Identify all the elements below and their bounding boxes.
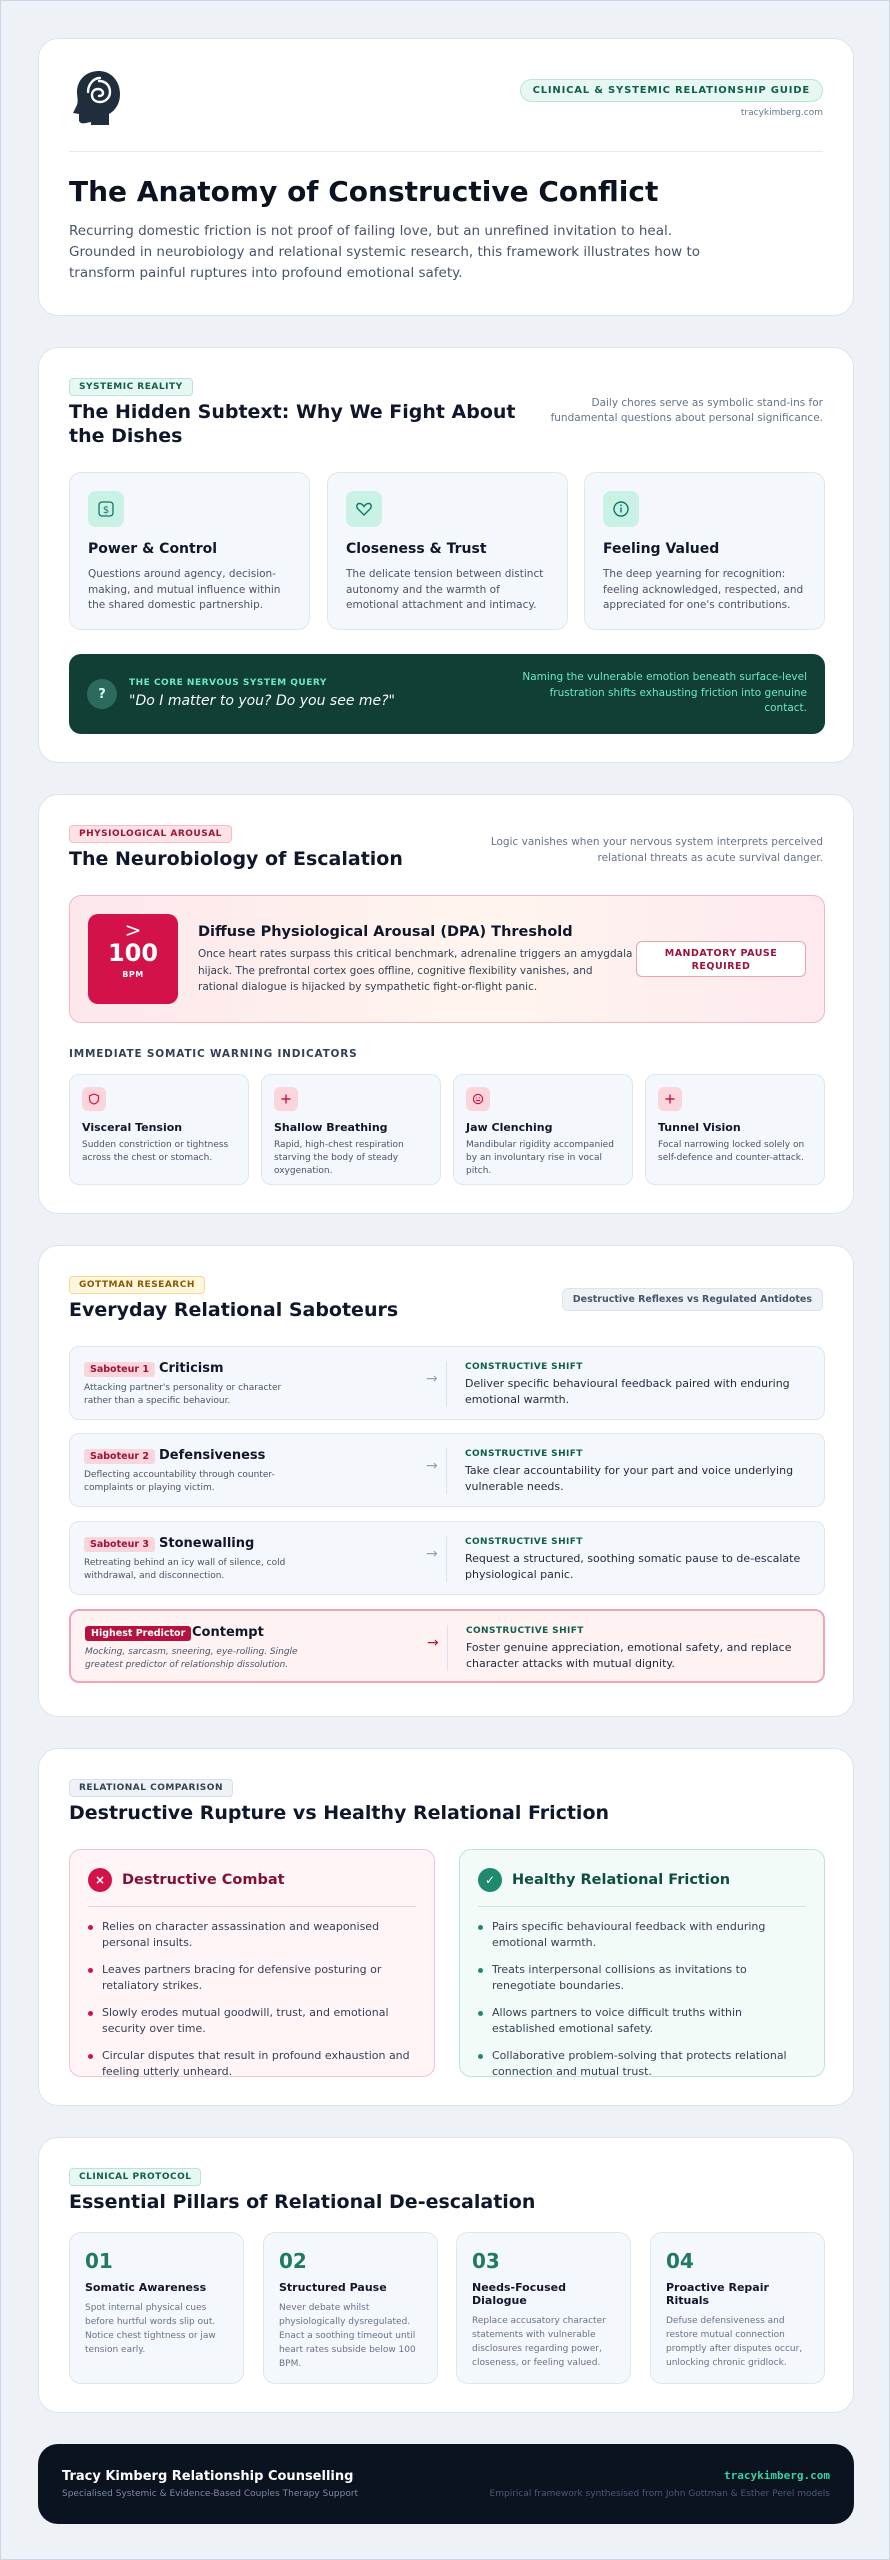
query-label: THE CORE NERVOUS SYSTEM QUERY bbox=[129, 678, 327, 688]
comparison-section bbox=[38, 1748, 854, 2106]
svg-text:$: $ bbox=[102, 505, 110, 516]
indicator-card-jaw bbox=[453, 1074, 633, 1185]
question-icon: ? bbox=[87, 679, 117, 709]
header-divider bbox=[69, 151, 823, 152]
saboteur-number: Saboteur 3 bbox=[84, 1537, 155, 1552]
step-number: 04 bbox=[666, 2249, 694, 2273]
step-text: Spot internal physical cues before hurtful words slip out. Notice chest tightness or jaw tension early. bbox=[85, 2303, 216, 2355]
saboteur-row bbox=[69, 1346, 825, 1420]
step-title: Proactive Repair Rituals bbox=[666, 2281, 769, 2307]
saboteur-name: Contempt bbox=[192, 1625, 264, 1640]
shift-label: CONSTRUCTIVE SHIFT bbox=[465, 1537, 583, 1547]
section-tag: PHYSIOLOGICAL AROUSAL bbox=[69, 825, 232, 843]
dpa-text: Once heart rates surpass this critical benchmark, adrenaline triggers an amygdala hijack. The prefrontal cortex goes offline, cognitive flexibility vanishes, and rational dialogue is hijacked by sympathetic fight-or-flight panic. bbox=[198, 948, 633, 993]
shift-label: CONSTRUCTIVE SHIFT bbox=[465, 1362, 583, 1372]
indicator-card-tunnel bbox=[645, 1074, 825, 1185]
row-divider bbox=[447, 1625, 448, 1671]
heart-icon bbox=[346, 491, 382, 527]
protocol-step-card bbox=[650, 2232, 825, 2384]
shift-label: CONSTRUCTIVE SHIFT bbox=[466, 1626, 584, 1636]
arrow-right-icon: → bbox=[426, 1371, 438, 1387]
query-quote: "Do I matter to you? Do you see me?" bbox=[129, 693, 395, 709]
step-number: 03 bbox=[472, 2249, 500, 2273]
footer-note: Empirical framework synthesised from John Gottman & Esther Perel models bbox=[489, 2489, 830, 2499]
step-text: Never debate whilst physiologically dysregulated. Enact a soothing timeout until heart rates subside below 100 BPM. bbox=[279, 2303, 416, 2369]
indicator-card-breathing bbox=[261, 1074, 441, 1185]
indicator-text: Rapid, high-chest respiration starving the body of steady oxygenation. bbox=[274, 1140, 404, 1176]
section-aside: Daily chores serve as symbolic stand-ins for fundamental questions about personal significance. bbox=[550, 397, 823, 424]
saboteur-row bbox=[69, 1521, 825, 1595]
footer-url-link[interactable]: tracykimberg.com bbox=[724, 2469, 830, 2482]
panel-divider bbox=[88, 1906, 416, 1907]
pillar-title: Closeness & Trust bbox=[346, 541, 487, 557]
protocol-step-card bbox=[263, 2232, 438, 2384]
pillar-card-power bbox=[69, 472, 310, 630]
info-icon bbox=[603, 491, 639, 527]
indicator-text: Sudden constriction or tightness across the chest or stomach. bbox=[82, 1140, 229, 1163]
step-text: Defuse defensiveness and restore mutual connection promptly after disputes occur, unlocking chronic gridlock. bbox=[666, 2316, 803, 2368]
pillar-text: The deep yearning for recognition: feeling acknowledged, respected, and appreciated for one's contributions. bbox=[603, 568, 804, 611]
indicator-title: Visceral Tension bbox=[82, 1121, 183, 1134]
indicator-title: Shallow Breathing bbox=[274, 1121, 388, 1134]
heart-rate-unit: BPM bbox=[122, 970, 144, 979]
indicator-card-visceral bbox=[69, 1074, 249, 1185]
step-number: 01 bbox=[85, 2249, 113, 2273]
section-title: Everyday Relational Saboteurs bbox=[69, 1299, 399, 1321]
greater-than-symbol: > bbox=[124, 918, 142, 942]
saboteur-number: Saboteur 1 bbox=[84, 1362, 155, 1377]
pillar-card-closeness bbox=[327, 472, 568, 630]
healthy-friction-panel bbox=[459, 1849, 825, 2077]
saboteur-desc: Attacking partner's personality or character rather than a specific behaviour. bbox=[84, 1383, 282, 1406]
destructive-combat-panel bbox=[69, 1849, 435, 2077]
pillar-text: Questions around agency, decision-making, and mutual influence within the shared domestic partnership. bbox=[88, 568, 281, 611]
saboteur-desc: Deflecting accountability through counter-complaints or playing victim. bbox=[84, 1470, 275, 1493]
mandatory-pause-button[interactable]: MANDATORY PAUSE REQUIRED bbox=[636, 941, 806, 977]
row-divider bbox=[446, 1536, 447, 1582]
section-tag: RELATIONAL COMPARISON bbox=[69, 1779, 233, 1797]
saboteurs-section bbox=[38, 1245, 854, 1717]
close-icon: × bbox=[88, 1868, 112, 1892]
list-item: Circular disputes that result in profound exhaustion and feeling utterly unheard. bbox=[88, 2048, 416, 2080]
footer-name: Tracy Kimberg Relationship Counselling bbox=[62, 2469, 354, 2484]
shift-text: Foster genuine appreciation, emotional safety, and replace character attacks with mutual dignity. bbox=[466, 1641, 792, 1670]
section-title: Essential Pillars of Relational De-escalation bbox=[69, 2191, 536, 2213]
plus-icon bbox=[658, 1087, 682, 1111]
panel-divider bbox=[478, 1906, 806, 1907]
heart-rate-badge bbox=[88, 914, 178, 1004]
pillar-title: Feeling Valued bbox=[603, 541, 720, 557]
panel-title: Healthy Relational Friction bbox=[512, 1872, 731, 1888]
section-title: Destructive Rupture vs Healthy Relational Friction bbox=[69, 1802, 610, 1824]
indicators-heading: IMMEDIATE SOMATIC WARNING INDICATORS bbox=[69, 1048, 358, 1060]
pillar-title: Power & Control bbox=[88, 541, 218, 557]
header-card bbox=[38, 38, 854, 316]
indicator-title: Jaw Clenching bbox=[466, 1121, 553, 1134]
shift-text: Take clear accountability for your part and voice underlying vulnerable needs. bbox=[465, 1464, 794, 1493]
list-item: Allows partners to voice difficult truths within established emotional safety. bbox=[478, 2005, 806, 2037]
heart-rate-value: 100 bbox=[107, 939, 159, 967]
dollar-icon bbox=[88, 491, 124, 527]
shift-label: CONSTRUCTIVE SHIFT bbox=[465, 1449, 583, 1459]
page-subtitle: Recurring domestic friction is not proof of failing love, but an unrefined invitation to heal. Grounded in neurobiology and relational systemic research, this framework illustrates how to transform painful ruptures into profound emotional safety. bbox=[69, 223, 700, 281]
core-query-banner bbox=[69, 654, 825, 734]
shield-icon bbox=[82, 1087, 106, 1111]
footer bbox=[38, 2444, 854, 2524]
list-item: Treats interpersonal collisions as invitations to renegotiate boundaries. bbox=[478, 1962, 806, 1994]
arrow-right-icon: → bbox=[426, 1546, 438, 1562]
saboteurs-badge: Destructive Reflexes vs Regulated Antidotes bbox=[562, 1288, 823, 1311]
indicator-title: Tunnel Vision bbox=[658, 1121, 741, 1134]
panel-list bbox=[88, 1919, 416, 2080]
step-number: 02 bbox=[279, 2249, 307, 2273]
saboteur-number: Saboteur 2 bbox=[84, 1449, 155, 1464]
saboteur-number: Highest Predictor bbox=[85, 1626, 191, 1641]
saboteur-name: Criticism bbox=[159, 1361, 224, 1376]
step-title: Needs-Focused Dialogue bbox=[472, 2281, 566, 2307]
saboteur-name: Stonewalling bbox=[159, 1536, 255, 1551]
saboteur-name: Defensiveness bbox=[159, 1448, 266, 1463]
step-text: Replace accusatory character statements with vulnerable disclosures regarding power, closeness, or feeling valued. bbox=[472, 2316, 606, 2368]
saboteur-desc: Retreating behind an icy wall of silence, cold withdrawal, and disconnection. bbox=[84, 1558, 286, 1581]
query-note: Naming the vulnerable emotion beneath surface-level frustration shifts exhausting friction into genuine contact. bbox=[522, 671, 807, 714]
list-item: Slowly erodes mutual goodwill, trust, and emotional security over time. bbox=[88, 2005, 416, 2037]
footer-subtitle: Specialised Systemic & Evidence-Based Couples Therapy Support bbox=[62, 2489, 359, 2499]
section-tag: CLINICAL PROTOCOL bbox=[69, 2168, 201, 2186]
dpa-title: Diffuse Physiological Arousal (DPA) Threshold bbox=[198, 924, 573, 940]
saboteur-row bbox=[69, 1433, 825, 1507]
neurobiology-section bbox=[38, 794, 854, 1214]
arrow-right-icon: → bbox=[427, 1635, 439, 1651]
panel-list bbox=[478, 1919, 806, 2080]
arrow-right-icon: → bbox=[426, 1458, 438, 1474]
brain-head-logo-icon bbox=[69, 67, 125, 127]
saboteur-row-contempt bbox=[69, 1609, 825, 1683]
indicator-text: Focal narrowing locked solely on self-defence and counter-attack. bbox=[658, 1140, 805, 1163]
section-tag: GOTTMAN RESEARCH bbox=[69, 1276, 205, 1294]
row-divider bbox=[446, 1361, 447, 1407]
protocol-step-card bbox=[456, 2232, 631, 2384]
protocol-step-card bbox=[69, 2232, 244, 2384]
list-item: Pairs specific behavioural feedback with enduring emotional warmth. bbox=[478, 1919, 806, 1951]
saboteur-desc: Mocking, sarcasm, sneering, eye-rolling. Single greatest predictor of relationship dissolution. bbox=[85, 1647, 298, 1670]
list-item: Leaves partners bracing for defensive posturing or retaliatory strikes. bbox=[88, 1962, 416, 1994]
panel-title: Destructive Combat bbox=[122, 1872, 285, 1888]
section-title: The Hidden Subtext: Why We Fight About the Dishes bbox=[69, 401, 516, 447]
pillar-card-valued bbox=[584, 472, 825, 630]
plus-icon bbox=[274, 1087, 298, 1111]
header-url-link[interactable]: tracykimberg.com bbox=[740, 108, 823, 118]
section-tag: SYSTEMIC REALITY bbox=[69, 378, 193, 396]
section-aside: Logic vanishes when your nervous system interprets perceived relational threats as acute survival danger. bbox=[490, 836, 823, 864]
shift-text: Request a structured, soothing somatic pause to de-escalate physiological panic. bbox=[465, 1552, 801, 1581]
list-item: Relies on character assassination and weaponised personal insults. bbox=[88, 1919, 416, 1951]
step-title: Somatic Awareness bbox=[85, 2281, 207, 2294]
list-item: Collaborative problem-solving that protects relational connection and mutual trust. bbox=[478, 2048, 806, 2080]
face-icon bbox=[466, 1087, 490, 1111]
check-icon: ✓ bbox=[478, 1868, 502, 1892]
dpa-threshold-panel bbox=[69, 895, 825, 1023]
guide-tag: CLINICAL & SYSTEMIC RELATIONSHIP GUIDE bbox=[520, 79, 823, 102]
section-title: The Neurobiology of Escalation bbox=[69, 848, 403, 870]
shift-text: Deliver specific behavioural feedback paired with enduring emotional warmth. bbox=[465, 1377, 790, 1406]
page-title: The Anatomy of Constructive Conflict bbox=[69, 175, 659, 208]
indicator-text: Mandibular rigidity accompanied by an involuntary rise in vocal pitch. bbox=[466, 1140, 614, 1176]
step-title: Structured Pause bbox=[279, 2281, 387, 2294]
pillar-text: The delicate tension between distinct autonomy and the warmth of emotional attachment and intimacy. bbox=[346, 568, 544, 611]
systemic-reality-section bbox=[38, 347, 854, 763]
protocol-section bbox=[38, 2137, 854, 2413]
row-divider bbox=[446, 1448, 447, 1494]
